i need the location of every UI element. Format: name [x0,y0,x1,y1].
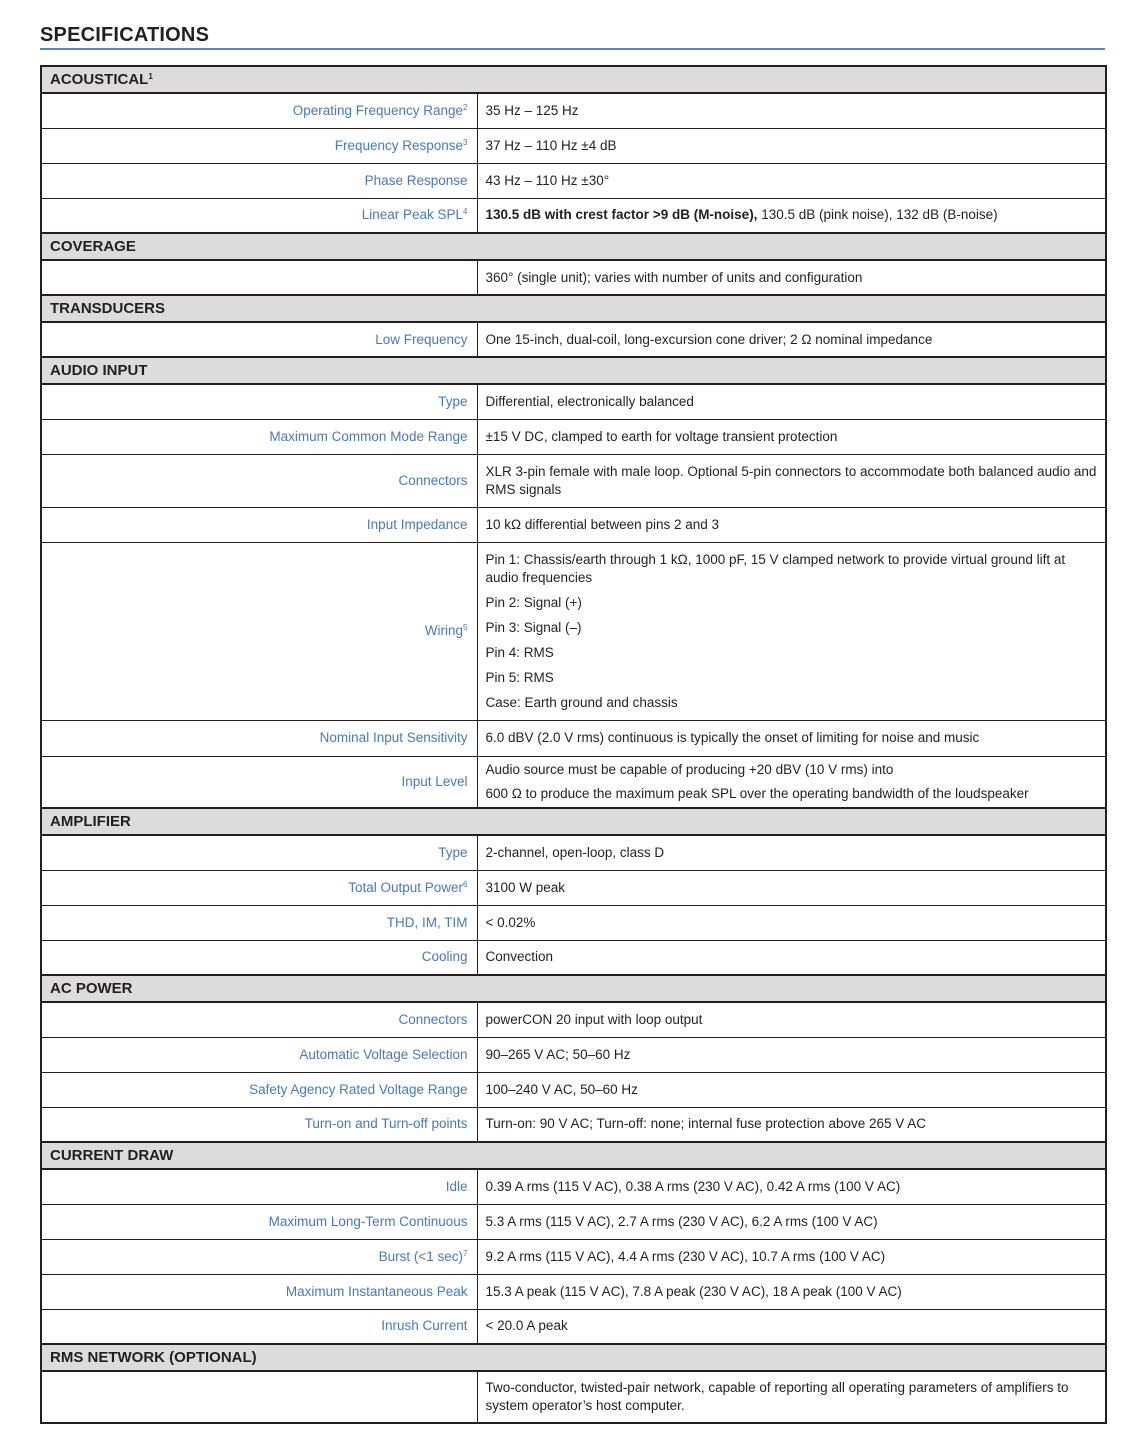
spec-row-input-type [41,384,1106,419]
spec-row-input-level [41,756,1106,808]
spec-label [41,870,477,905]
spec-label: Inrush Current [41,1309,477,1344]
section-title: CURRENT DRAW [41,1142,1106,1169]
spec-label: Maximum Instantaneous Peak [41,1274,477,1309]
spec-value: XLR 3-pin female with male loop. Optional 5-pin connectors to accommodate both balanced audio and RMS signals [477,454,1106,507]
spec-value: Turn-on: 90 V AC; Turn-off: none; internal fuse protection above 265 V AC [477,1107,1106,1142]
spec-row-safety-range [41,1072,1106,1107]
spec-label [41,128,477,163]
spec-row-burst [41,1239,1106,1274]
spec-value: 43 Hz – 110 Hz ±30° [477,163,1106,198]
spec-row-operating-frequency-range [41,93,1106,128]
spec-value: 3100 W peak [477,870,1106,905]
section-amplifier [41,808,1106,835]
spec-label: Maximum Long-Term Continuous [41,1204,477,1239]
title-rule [40,48,1105,50]
section-current-draw [41,1142,1106,1169]
spec-row-nominal-sensitivity [41,720,1106,756]
section-transducers [41,295,1106,322]
spec-value: 15.3 A peak (115 V AC), 7.8 A peak (230 V AC), 18 A peak (100 V AC) [477,1274,1106,1309]
spec-value: 360° (single unit); varies with number of units and configuration [477,260,1106,295]
footnote-marker: 7 [463,1248,468,1258]
spec-row-power-connectors [41,1002,1106,1037]
spec-value: 35 Hz – 125 Hz [477,93,1106,128]
wiring-line: Case: Earth ground and chassis [485,694,678,710]
section-title: COVERAGE [41,233,1106,260]
spec-label: Connectors [41,454,477,507]
spec-row-input-connectors [41,454,1106,507]
spec-value: 37 Hz – 110 Hz ±4 dB [477,128,1106,163]
spec-value: 6.0 dBV (2.0 V rms) continuous is typically the onset of limiting for noise and music [477,720,1106,756]
section-title: AMPLIFIER [41,808,1106,835]
spec-label-empty [41,260,477,295]
spec-value-rest: 130.5 dB (pink noise), 132 dB (B-noise) [757,207,998,223]
spec-value [477,198,1106,233]
footnote-marker: 3 [463,137,468,147]
spec-row-input-impedance [41,507,1106,542]
spec-value: < 20.0 A peak [477,1309,1106,1344]
spec-value: 5.3 A rms (115 V AC), 2.7 A rms (230 V AC), 6.2 A rms (100 V AC) [477,1204,1106,1239]
spec-label: Automatic Voltage Selection [41,1037,477,1072]
spec-label-text: Frequency Response [334,137,464,153]
spec-value: 2-channel, open-loop, class D [477,835,1106,870]
spec-label-text: Burst (<1 sec) [378,1248,464,1264]
section-ac-power [41,975,1106,1002]
spec-label-text: Linear Peak SPL [361,207,464,223]
spec-row-idle [41,1169,1106,1204]
spec-label: Idle [41,1169,477,1204]
spec-label [41,542,477,720]
spec-label: Connectors [41,1002,477,1037]
spec-row-amp-type [41,835,1106,870]
input-level-line: Audio source must be capable of producing +20 dBV (10 V rms) into [485,761,894,777]
wiring-line: Pin 3: Signal (–) [485,619,582,635]
section-rms-network [41,1344,1106,1371]
spec-value: Two-conductor, twisted-pair network, capable of reporting all operating parameters of amplifiers to system operator’s host computer. [477,1371,1106,1423]
spec-label-empty [41,1371,477,1423]
spec-row-frequency-response [41,128,1106,163]
spec-label: Safety Agency Rated Voltage Range [41,1072,477,1107]
spec-value: Convection [477,940,1106,975]
spec-value-bold: 130.5 dB with crest factor >9 dB (M-noise), [485,207,758,223]
spec-value: 90–265 V AC; 50–60 Hz [477,1037,1106,1072]
spec-value: < 0.02% [477,905,1106,940]
spec-value: 0.39 A rms (115 V AC), 0.38 A rms (230 V AC), 0.42 A rms (100 V AC) [477,1169,1106,1204]
spec-label: Type [41,384,477,419]
spec-label [41,1239,477,1274]
footnote-marker: 5 [463,623,468,632]
footnote-marker: 1 [148,71,153,81]
spec-label-text: Total Output Power [348,879,464,895]
spec-label: Phase Response [41,163,477,198]
spec-row-wiring [41,542,1106,720]
spec-value: ±15 V DC, clamped to earth for voltage transient protection [477,419,1106,454]
page-title: SPECIFICATIONS [40,24,210,46]
spec-label: Type [41,835,477,870]
spec-label: Cooling [41,940,477,975]
section-title: TRANSDUCERS [41,295,1106,322]
spec-value: powerCON 20 input with loop output [477,1002,1106,1037]
wiring-line: Pin 4: RMS [485,644,554,660]
section-coverage [41,233,1106,260]
section-title-text: ACOUSTICAL [50,70,149,88]
wiring-line: Pin 2: Signal (+) [485,594,582,610]
spec-table [40,65,1107,1424]
spec-row-instantaneous-peak [41,1274,1106,1309]
spec-row-coverage [41,260,1106,295]
spec-row-total-output-power [41,870,1106,905]
spec-label-text: Operating Frequency Range [292,102,464,118]
footnote-marker: 4 [463,207,468,217]
spec-label: Low Frequency [41,322,477,357]
spec-value: One 15-inch, dual-coil, long-excursion cone driver; 2 Ω nominal impedance [477,322,1106,357]
spec-label: Maximum Common Mode Range [41,419,477,454]
spec-label: Input Impedance [41,507,477,542]
footnote-marker: 6 [463,879,468,889]
spec-row-long-term [41,1204,1106,1239]
spec-value: 10 kΩ differential between pins 2 and 3 [477,507,1106,542]
section-title: AUDIO INPUT [41,357,1106,384]
section-title [41,66,1106,93]
spec-value: 9.2 A rms (115 V AC), 4.4 A rms (230 V AC), 10.7 A rms (100 V AC) [477,1239,1106,1274]
spec-label: Nominal Input Sensitivity [41,720,477,756]
spec-label: Input Level [41,756,477,808]
spec-row-auto-voltage [41,1037,1106,1072]
spec-row-turn-on-off [41,1107,1106,1142]
spec-label: THD, IM, TIM [41,905,477,940]
spec-row-phase-response [41,163,1106,198]
spec-row-inrush [41,1309,1106,1344]
spec-label [41,198,477,233]
spec-row-linear-peak-spl [41,198,1106,233]
spec-value [477,756,1106,808]
spec-value: Differential, electronically balanced [477,384,1106,419]
spec-value [477,542,1106,720]
spec-label [41,93,477,128]
input-level-line: 600 Ω to produce the maximum peak SPL over the operating bandwidth of the loudspeaker [485,785,1029,801]
footnote-marker: 2 [463,102,468,112]
section-audio-input [41,357,1106,384]
section-title: RMS NETWORK (OPTIONAL) [41,1344,1106,1371]
spec-row-rms-network [41,1371,1106,1423]
spec-row-thd [41,905,1106,940]
section-title: AC POWER [41,975,1106,1002]
spec-value: 100–240 V AC, 50–60 Hz [477,1072,1106,1107]
wiring-line: Pin 1: Chassis/earth through 1 kΩ, 1000 pF, 15 V clamped network to provide virtual ground lift at audio frequencies [485,551,1066,585]
section-acoustical [41,66,1106,93]
spec-label: Turn-on and Turn-off points [41,1107,477,1142]
spec-row-common-mode-range [41,419,1106,454]
spec-row-low-frequency [41,322,1106,357]
wiring-line: Pin 5: RMS [485,669,554,685]
spec-label-text: Wiring [424,623,464,638]
spec-row-cooling [41,940,1106,975]
